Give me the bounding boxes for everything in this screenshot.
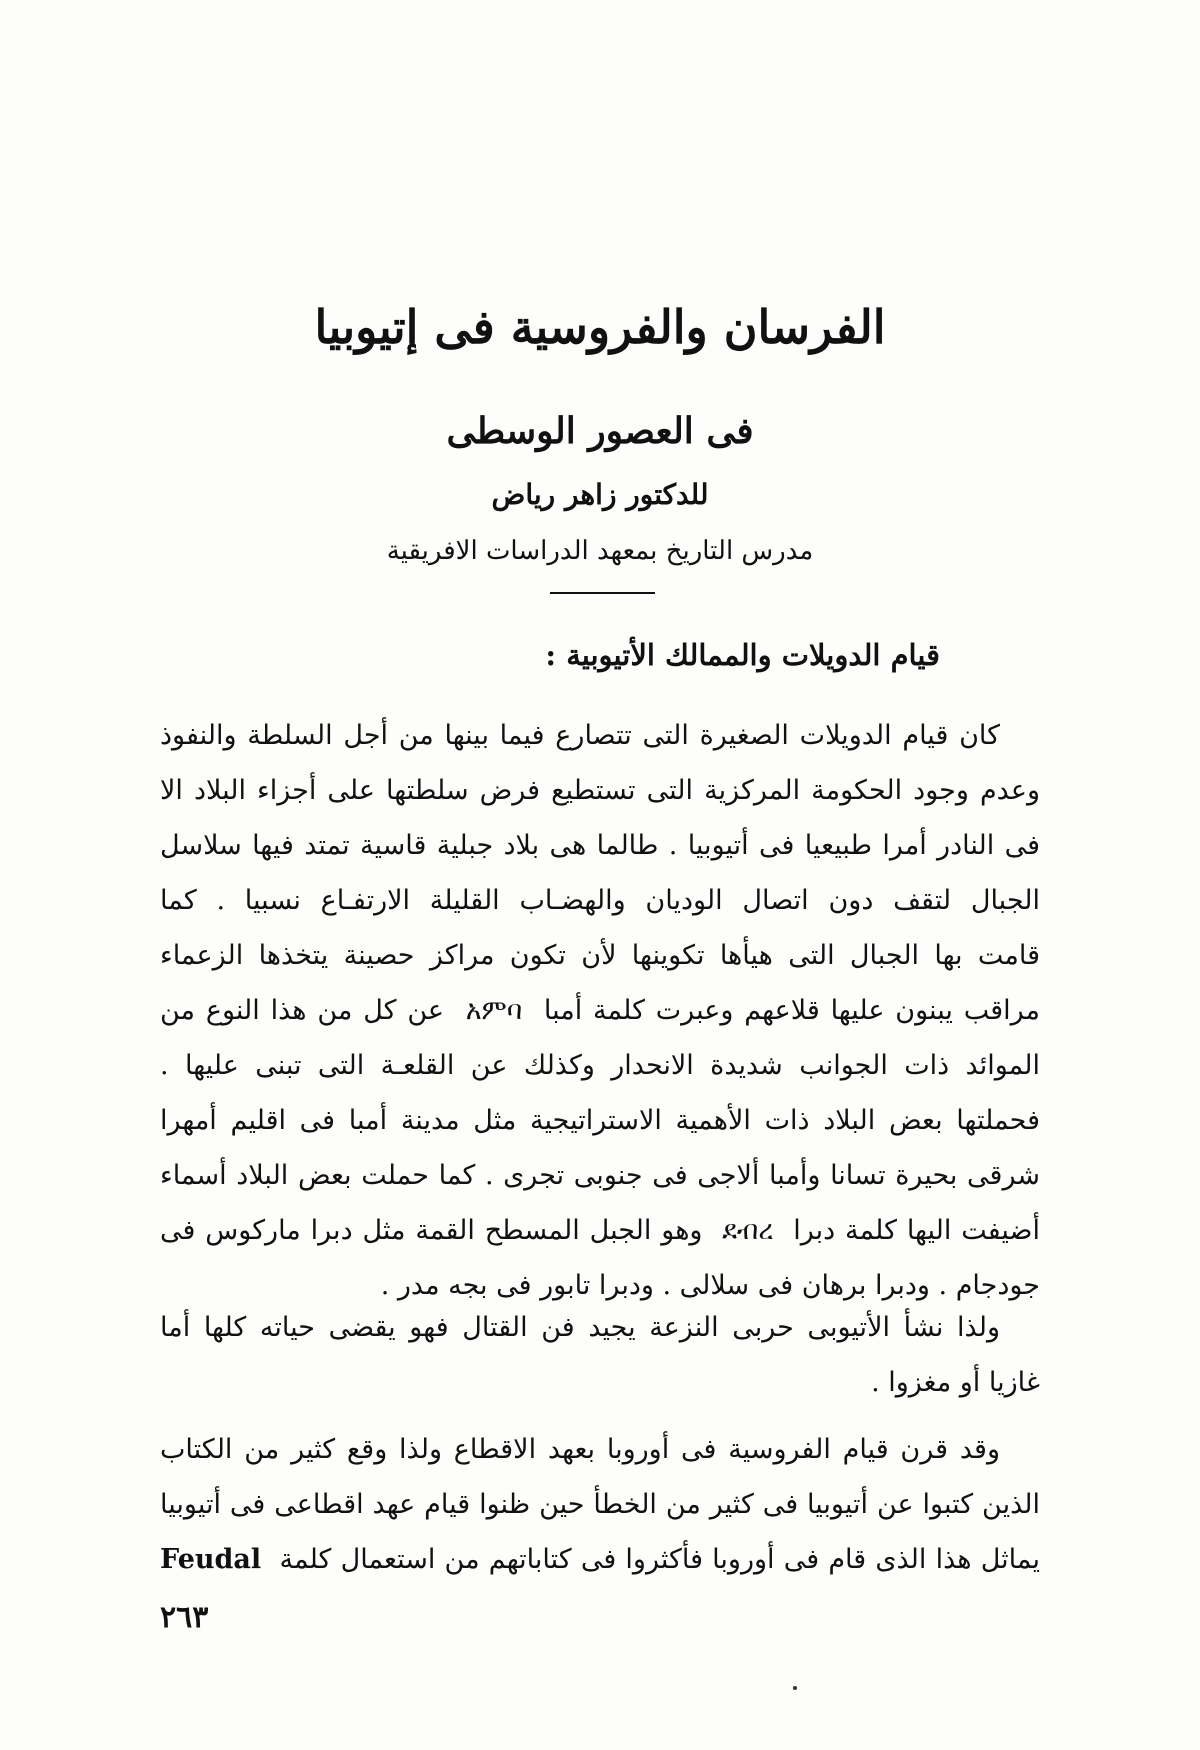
title-divider	[550, 592, 655, 594]
paragraph-line: شرقى بحيرة تسانا وأمبا ألاجى فى جنوبى تجرى . كما حملت بعض البلاد أسماء	[160, 1160, 1040, 1191]
paragraph-line: وقد قرن قيام الفروسية فى أوروبا بعهد الاقطاع ولذا وقع كثير من الكتاب	[160, 1434, 1000, 1465]
line-text-part: أضيفت اليها كلمة دبرا	[793, 1215, 1040, 1246]
paragraph-line-with-ethiopic	[160, 983, 1040, 1038]
paragraph-line: فحملتها بعض البلاد ذات الأهمية الاستراتيجية مثل مدينة أمبا فى اقليم أمهرا	[160, 1105, 1040, 1136]
paragraph-3	[160, 1422, 1040, 1587]
paragraph-line: ولذا نشأ الأتيوبى حربى النزعة يجيد فن القتال فهو يقضى حياته كلها أما	[160, 1312, 1000, 1343]
article-subtitle: فى العصور الوسطى	[446, 410, 754, 452]
print-speck	[793, 1686, 797, 1690]
paragraph-line: غازيا أو مغزوا .	[871, 1367, 1040, 1398]
author-affiliation: مدرس التاريخ بمعهد الدراسات الافريقية	[386, 536, 814, 566]
latin-word-feudal: Feudal	[160, 1544, 262, 1575]
page-number: ٢٦٣	[160, 1600, 209, 1635]
section-heading: قيام الدويلات والممالك الأتيوبية :	[545, 638, 940, 672]
line-text-part: عن كل من هذا النوع من	[160, 995, 445, 1026]
paragraph-1	[160, 708, 1040, 1313]
paragraph-line-with-ethiopic	[160, 1203, 1040, 1258]
line-text-part: يماثل هذا الذى قام فى أوروبا فأكثروا فى كتاباتهم من استعمال كلمة	[279, 1544, 1040, 1575]
ethiopic-word-amba: አምባ	[465, 995, 523, 1026]
paragraph-line: قامت بها الجبال التى هيأها تكوينها لأن تكون مراكز حصينة يتخذها الزعماء	[160, 940, 1040, 971]
paragraph-line: كان قيام الدويلات الصغيرة التى تتصارع فيما بينها من أجل السلطة والنفوذ	[160, 720, 1000, 751]
article-title: الفرسان والفروسية فى إتيوبيا	[314, 300, 886, 354]
paragraph-2	[160, 1300, 1040, 1410]
ethiopic-word-debre: ደብረ	[722, 1215, 774, 1246]
paragraph-line: الموائد ذات الجوانب شديدة الانحدار وكذلك عن القلعـة التى تبنى عليها .	[160, 1050, 1040, 1081]
paragraph-line: فى النادر أمرا طبيعيا فى أتيوبيا . طالما هى بلاد جبلية قاسية تمتد فيها سلاسل	[160, 830, 1040, 861]
paragraph-line: جودجام . ودبرا برهان فى سلالى . ودبرا تابور فى بجه مدر .	[380, 1270, 1040, 1301]
author-name: للدكتور زاهر رياض	[491, 478, 709, 511]
paragraph-line: وعدم وجود الحكومة المركزية التى تستطيع فرض سلطتها على أجزاء البلاد الا	[160, 775, 1040, 806]
line-text-part: وهو الجبل المسطح القمة مثل دبرا ماركوس فى	[160, 1215, 703, 1246]
paragraph-line: الذين كتبوا عن أتيوبيا فى كثير من الخطأ حين ظنوا قيام عهد اقطاعى فى أتيوبيا	[160, 1489, 1040, 1520]
line-text-part: مراقب يبنون عليها قلاعهم وعبرت كلمة أمبا	[543, 995, 1040, 1026]
paragraph-line: الجبال لتقف دون اتصال الوديان والهضـاب القليلة الارتفـاع نسبيا . كما	[160, 885, 1040, 916]
paragraph-line-with-latin	[160, 1532, 1040, 1587]
